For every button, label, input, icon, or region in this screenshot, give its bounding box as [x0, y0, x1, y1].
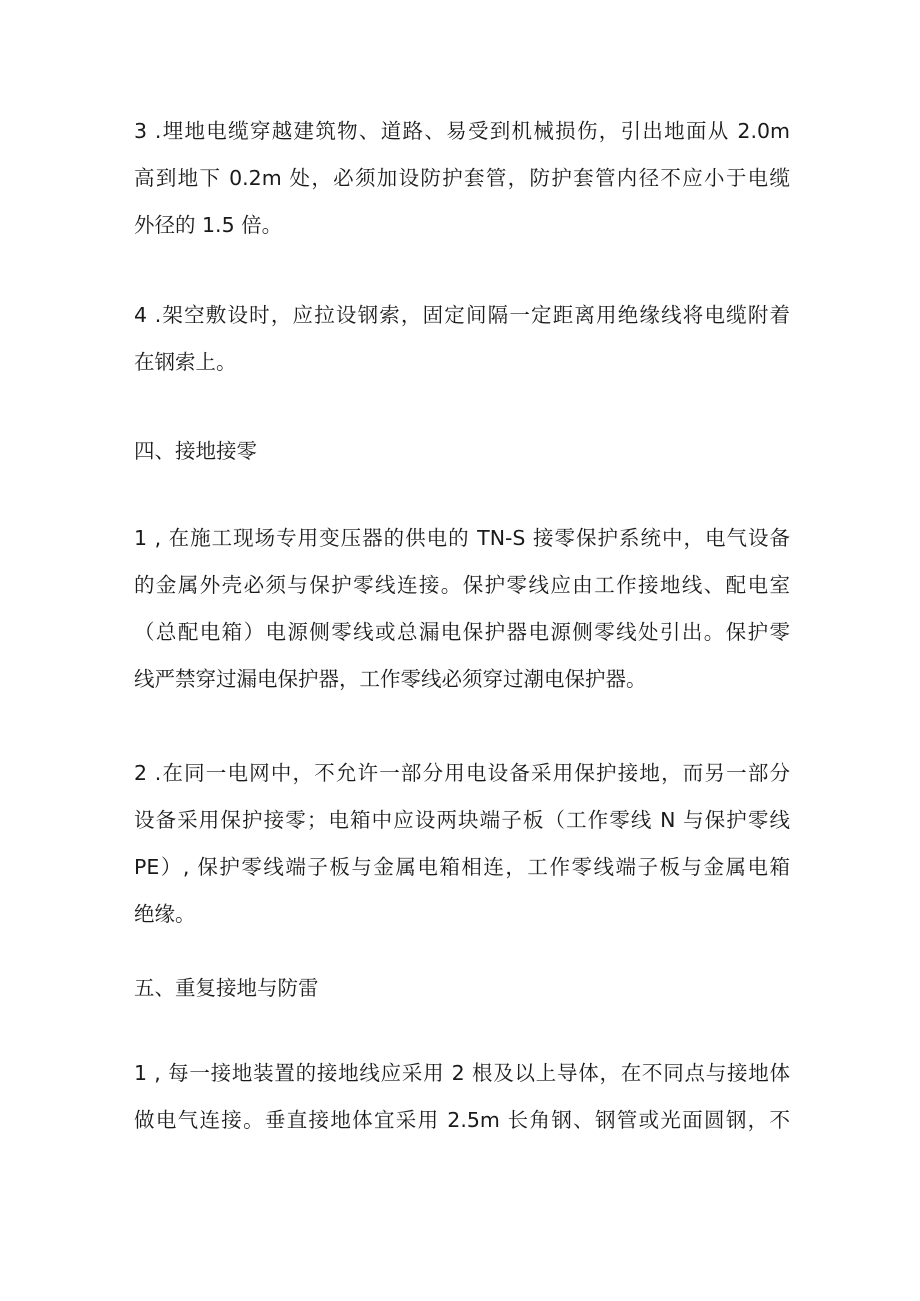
paragraph-line: 高到地下 0.2m 处，必须加设防护套管，防护套管内径不应小于电缆 — [134, 166, 790, 190]
paragraph-line: 设备采用保护接零；电箱中应设两块端子板（工作零线 N 与保护零线 — [134, 808, 790, 832]
paragraph-line: （总配电箱）电源侧零线或总漏电保护器电源侧零线处引出。保护零 — [134, 620, 790, 644]
paragraph-line: 的金属外壳必须与保护零线连接。保护零线应由工作接地线、配电室 — [134, 573, 790, 597]
section-heading-grounding: 四、接地接零 — [134, 439, 257, 463]
paragraph-line: 3 .埋地电缆穿越建筑物、道路、易受到机械损伤，引出地面从 2.0m — [134, 119, 790, 143]
paragraph-line: PE）, 保护零线端子板与金属电箱相连，工作零线端子板与金属电箱 — [134, 855, 790, 879]
paragraph-line: 外径的 1.5 倍。 — [134, 213, 283, 237]
paragraph-line: 1 , 在施工现场专用变压器的供电的 TN-S 接零保护系统中，电气设备 — [134, 526, 790, 550]
section-heading-repeated-grounding: 五、重复接地与防雷 — [134, 976, 319, 1000]
paragraph-tns-system — [134, 515, 790, 703]
paragraph-grounding-device — [134, 1050, 790, 1144]
paragraph-overhead-laying — [134, 292, 790, 386]
paragraph-line: 4 .架空敷设时，应拉设钢索，固定间隔一定距离用绝缘线将电缆附着 — [134, 303, 790, 327]
paragraph-line: 线严禁穿过漏电保护器，工作零线必须穿过潮电保护器。 — [134, 667, 647, 691]
paragraph-same-grid — [134, 750, 790, 938]
paragraph-line: 做电气连接。垂直接地体宜采用 2.5m 长角钢、钢管或光面圆钢，不 — [134, 1108, 790, 1132]
paragraph-line: 1 , 每一接地装置的接地线应采用 2 根及以上导体，在不同点与接地体 — [134, 1061, 790, 1085]
paragraph-line: 2 .在同一电网中，不允许一部分用电设备采用保护接地，而另一部分 — [134, 761, 790, 785]
paragraph-cable-burial — [134, 108, 790, 249]
paragraph-line: 绝缘。 — [134, 902, 196, 926]
paragraph-line: 在钢索上。 — [134, 350, 237, 374]
